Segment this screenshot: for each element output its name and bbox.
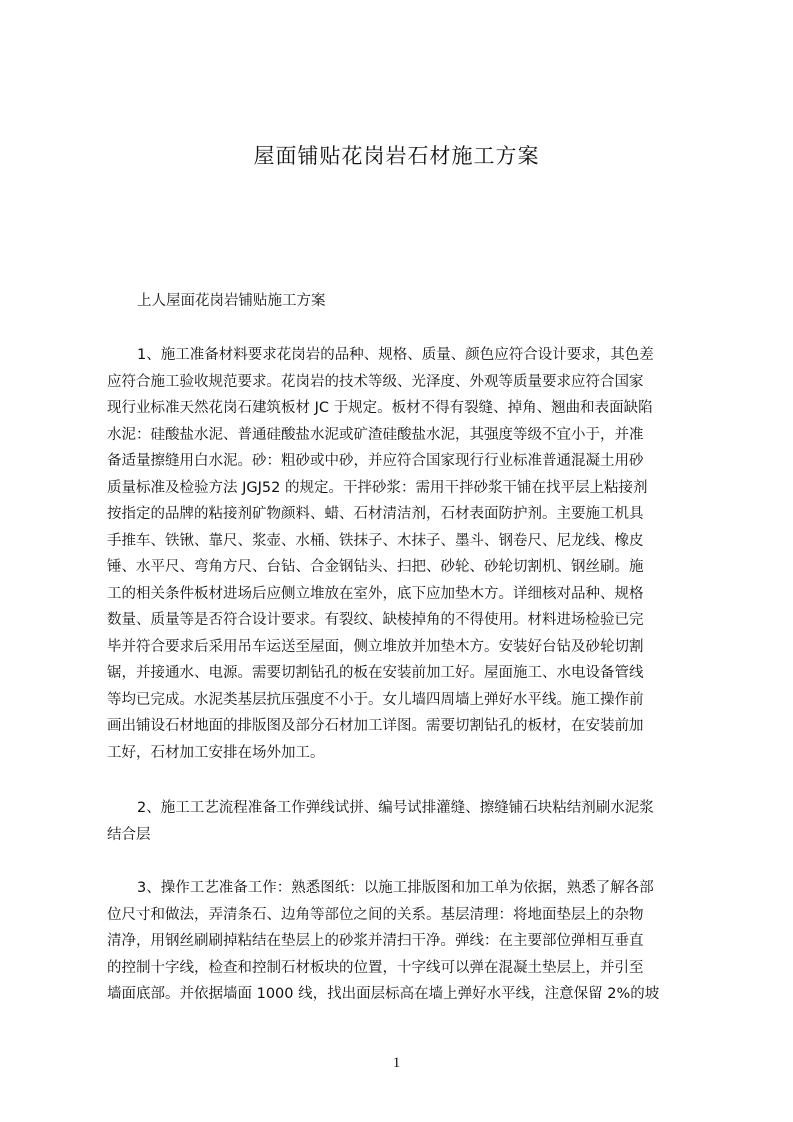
paragraph-line: 水泥：硅酸盐水泥、普通硅酸盐水泥或矿渣硅酸盐水泥，其强度等级不宜小于，并准 [107,426,644,443]
paragraph-line: 数量、质量等是否符合设计要求。有裂纹、缺棱掉角的不得使用。材料进场检验已完 [107,612,644,628]
paragraph-materials [107,342,715,766]
document-title: 屋面铺贴花岗岩石材施工方案 [253,144,540,168]
paragraph-line: 1、施工准备材料要求花岗岩的品种、规格、质量、颜色应符合设计要求，其色差 [137,347,654,363]
page-number: 1 [392,1055,401,1071]
paragraph-operation [107,875,715,1008]
paragraph-line: 备适量擦缝用白水泥。砂：粗砂或中砂，并应符合国家现行行业标准普通混凝土用砂 [107,453,644,469]
paragraph-line: 质量标准及检验方法 JGJ52 的规定。干拌砂浆：需用干拌砂浆干铺在找平层上粘接剂 [107,479,648,496]
paragraph-line: 的控制十字线，检查和控制石材板块的位置，十字线可以弹在混凝土垫层上，并引至 [107,959,644,976]
paragraph-line: 结合层 [107,826,151,843]
paragraph-line: 画出铺设石材地面的排版图及部分石材加工详图。需要切割钻孔的板材，在安装前加 [107,718,644,734]
paragraph-line: 等均已完成。水泥类基层抗压强度不小于。女儿墙四周墙上弹好水平线。施工操作前 [107,691,644,708]
paragraph-line: 锤、水平尺、弯角方尺、台钻、合金钢钻头、扫把、砂轮、砂轮切割机、钢丝刷。施 [107,559,644,575]
paragraph-line: 工好，石材加工安排在场外加工。 [107,744,325,761]
paragraph-line: 工的相关条件板材进场后应侧立堆放在室外，底下应加垫木方。详细核对品种、规格 [107,585,644,602]
paragraph-line: 2、施工工艺流程准备工作弹线试拼、编号试排灌缝、擦缝铺石块粘结剂刷水泥浆 [137,800,654,816]
paragraph-line: 应符合施工验收规范要求。花岗岩的技术等级、光泽度、外观等质量要求应符合国家 [107,373,644,390]
paragraph-line: 清净，用钢丝刷刷掉粘结在垫层上的砂浆并清扫干净。弹线：在主要部位弹相互垂直 [107,933,644,949]
paragraph-line: 毕并符合要求后采用吊车运送至屋面，侧立堆放并加垫木方。安装好台钻及砂轮切割 [107,638,644,655]
paragraph-process-flow [107,795,715,848]
paragraph-line: 墙面底部。并依据墙面 1000 线，找出面层标高在墙上弹好水平线，注意保留 2%的坡 [107,986,660,1002]
paragraph-line: 现行业标准天然花岗石建筑板材 JC 于规定。板材不得有裂缝、掉角、翘曲和表面缺陷 [107,400,653,416]
paragraph-line: 手推车、铁锹、靠尺、浆壶、水桶、铁抹子、木抹子、墨斗、钢卷尺、尼龙线、橡皮 [107,532,644,549]
paragraph-line: 锯，并接通水、电源。需要切割钻孔的板在安装前加工好。屋面施工、水电设备管线 [107,665,644,681]
document-subtitle: 上人屋面花岗岩铺贴施工方案 [137,293,326,309]
paragraph-line: 3、操作工艺准备工作：熟悉图纸：以施工排版图和加工单为依据，熟悉了解各部 [137,880,654,896]
paragraph-line: 位尺寸和做法，弄清条石、边角等部位之间的关系。基层清理：将地面垫层上的杂物 [107,906,644,923]
paragraph-line: 按指定的品牌的粘接剂矿物颜料、蜡、石材清洁剂，石材表面防护剂。主要施工机具 [107,506,644,522]
